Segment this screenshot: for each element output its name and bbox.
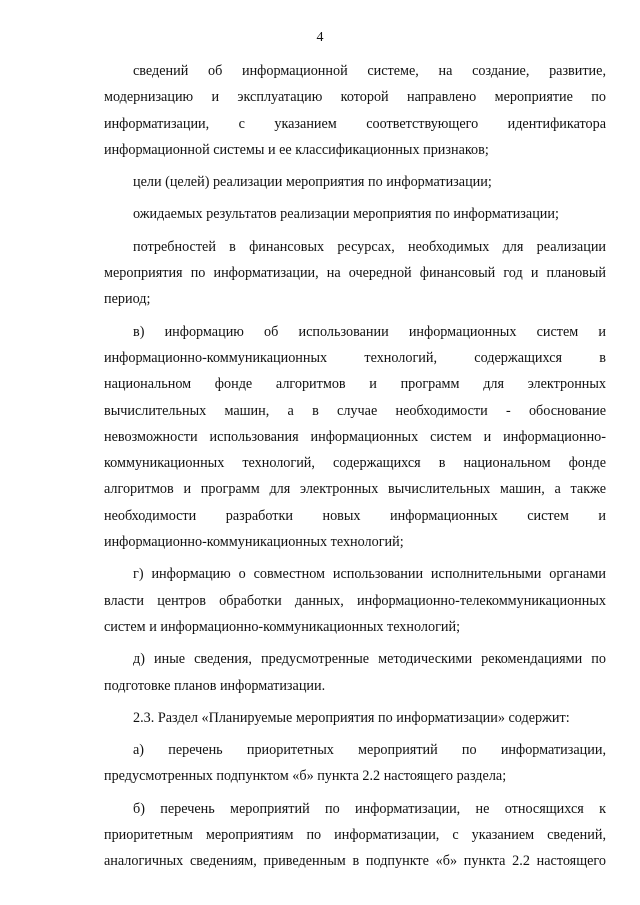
paragraph bbox=[104, 169, 606, 195]
text-line: ожидаемых результатов реализации мероприятия по информатизации; bbox=[133, 206, 559, 223]
paragraph bbox=[104, 705, 606, 731]
text-line: алгоритмов и программ для электронных вычислительных машин, а также bbox=[104, 481, 606, 498]
paragraph bbox=[104, 646, 606, 699]
text-line: национальном фонде алгоритмов и программ для электронных bbox=[104, 376, 606, 393]
paragraph bbox=[104, 58, 606, 163]
text-line: приоритетным мероприятиям по информатизации, с указанием сведений, bbox=[104, 827, 606, 844]
text-line: невозможности использования информационных систем и информационно- bbox=[104, 428, 606, 445]
text-line: информатизации, с указанием соответствующего идентификатора bbox=[104, 115, 606, 132]
text-line: модернизацию и эксплуатацию которой направлено мероприятие по bbox=[104, 89, 606, 106]
document-body bbox=[104, 58, 606, 881]
text-line: цели (целей) реализации мероприятия по информатизации; bbox=[133, 174, 492, 191]
text-line: коммуникационных технологий, содержащихся в национальном фонде bbox=[104, 455, 606, 472]
text-line: власти центров обработки данных, информационно-телекоммуникационных bbox=[104, 592, 606, 609]
text-line: б) перечень мероприятий по информатизации, не относящихся к bbox=[133, 800, 606, 817]
paragraph bbox=[104, 201, 606, 227]
text-line: сведений об информационной системе, на создание, развитие, bbox=[133, 63, 606, 79]
text-line: информационной системы и ее классификационных признаков; bbox=[104, 141, 489, 158]
paragraph bbox=[104, 737, 606, 790]
page-number: 4 bbox=[316, 30, 324, 45]
text-line: а) перечень приоритетных мероприятий по информатизации, bbox=[133, 742, 606, 759]
text-line: потребностей в финансовых ресурсах, необходимых для реализации bbox=[133, 238, 606, 255]
text-line: подготовке планов информатизации. bbox=[104, 677, 326, 694]
paragraph bbox=[104, 796, 606, 875]
text-line: вычислительных машин, а в случае необходимости - обоснование bbox=[104, 402, 606, 419]
text-line: мероприятия по информатизации, на очередной финансовый год и плановый bbox=[104, 265, 606, 282]
text-line: информационно-коммуникационных технологий; bbox=[104, 534, 404, 551]
text-line: систем и информационно-коммуникационных технологий; bbox=[104, 618, 461, 635]
paragraph bbox=[104, 319, 606, 556]
text-line: период; bbox=[104, 291, 151, 308]
text-line: информационно-коммуникационных технологий, содержащихся в bbox=[104, 349, 606, 366]
text-line: д) иные сведения, предусмотренные методическими рекомендациями по bbox=[133, 651, 606, 668]
text-line: 2.3. Раздел «Планируемые мероприятия по информатизации» содержит: bbox=[133, 709, 570, 726]
text-line: г) информацию о совместном использовании исполнительными органами bbox=[133, 566, 606, 583]
text-line: предусмотренных подпунктом «б» пункта 2.2 настоящего раздела; bbox=[104, 768, 507, 785]
paragraph bbox=[104, 234, 606, 313]
text-line: необходимости разработки новых информационных систем и bbox=[104, 507, 606, 524]
text-line: аналогичных сведениям, приведенным в подпункте «б» пункта 2.2 настоящего bbox=[104, 853, 606, 870]
text-line: в) информацию об использовании информационных систем и bbox=[133, 323, 606, 340]
paragraph bbox=[104, 561, 606, 640]
